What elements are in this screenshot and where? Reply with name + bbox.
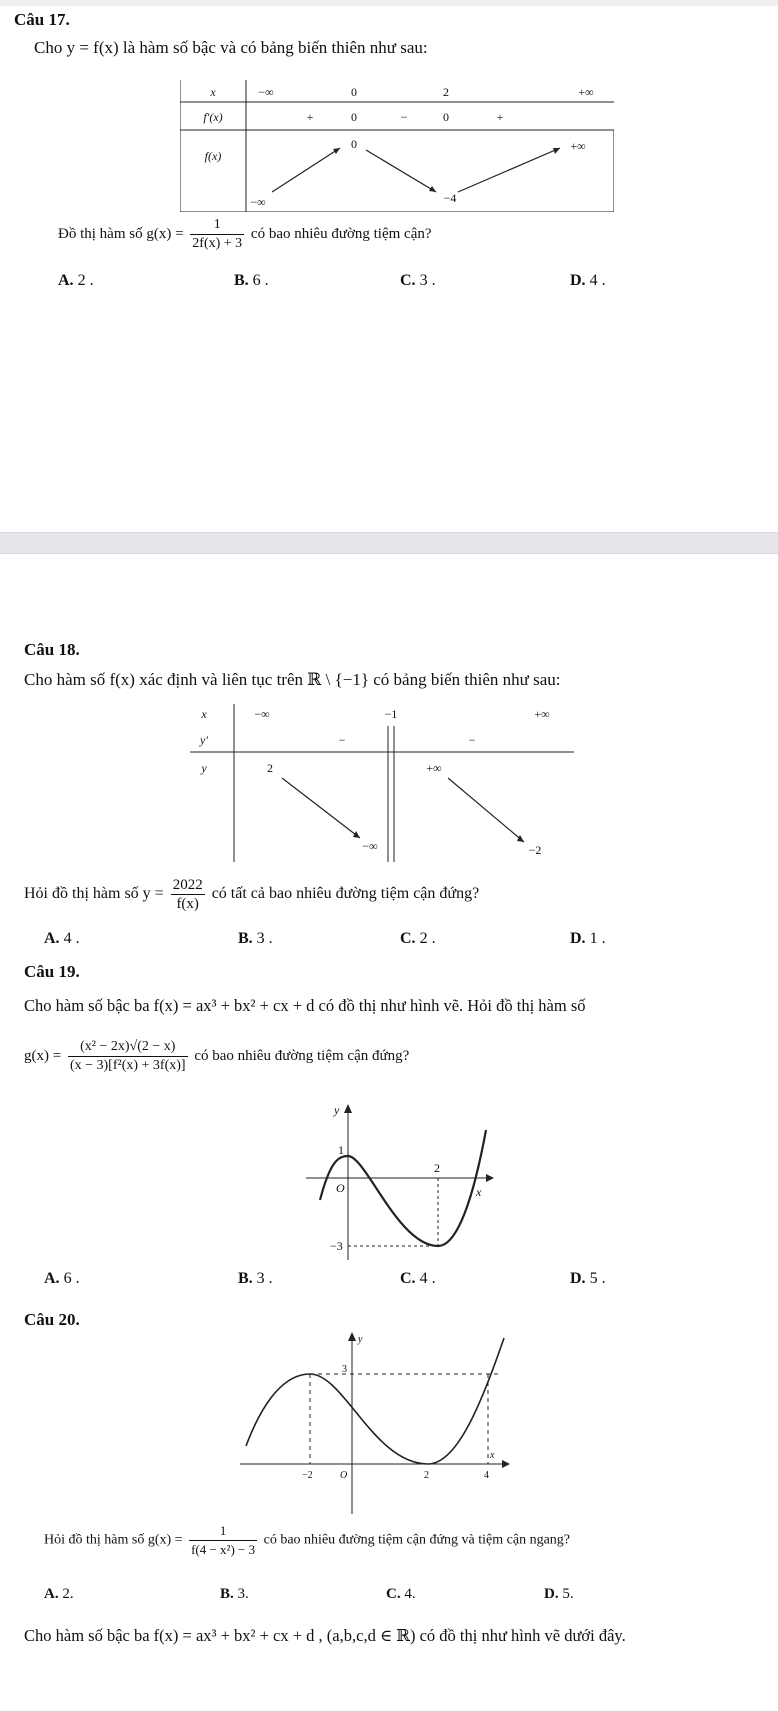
q20-option-a[interactable] [44,1586,74,1603]
q17-row-x: x [210,85,216,99]
q17-x-minf: −∞ [258,85,274,99]
q17-x-pinf: +∞ [578,85,594,99]
q20-question-post: có bao nhiêu đường tiệm cận đứng và tiệm cận ngang? [263,1532,570,1548]
q18-row-y: y [201,761,207,775]
q19-tick-m3: −3 [330,1239,343,1253]
q17-sign-1: + [306,110,314,124]
q20-option-c-key: C. [386,1586,401,1602]
q17-option-d-text: 4 . [589,272,606,289]
q18-label: Câu 18. [24,640,80,659]
q19-frac-den: (x − 3)[f²(x) + 3f(x)] [69,1058,186,1073]
q17-label: Câu 17. [14,10,70,29]
q18-question-post: có tất cả bao nhiêu đường tiệm cận đứng? [211,885,480,903]
q19-option-b[interactable] [238,1270,273,1288]
footer-text: Cho hàm số bậc ba f(x) = ax³ + bx² + cx + d , (a,b,c,d ∈ ℝ) có đồ thị như hình vẽ dưới đây. [24,1626,626,1645]
q19-tick-1: 1 [338,1143,344,1157]
q20-option-d-key: D. [544,1586,559,1602]
q19-option-d[interactable] [570,1270,606,1288]
q19-label: Câu 19. [24,962,80,981]
q18-stem: Cho hàm số f(x) xác định và liên tục trên ℝ \ {−1} có bảng biến thiên như sau: [24,670,561,689]
q18-option-b-key: B. [238,930,253,947]
q20-option-d-text: 5. [562,1586,574,1602]
q18-y-pinf: +∞ [426,761,442,775]
q17-y-pinf: +∞ [570,139,586,153]
q17-option-d-key: D. [570,272,586,289]
q17-x-0: 0 [351,85,357,99]
q20-option-d[interactable] [544,1586,574,1603]
q18-sign-1: − [338,733,346,747]
q18-sign-2: − [468,733,476,747]
q18-question [24,876,479,913]
q20-question [44,1522,570,1559]
q18-x-minf: −∞ [254,707,270,721]
q18-option-c-text: 2 . [419,930,436,947]
q18-option-a-text: 4 . [63,930,80,947]
q19-option-a-text: 6 . [63,1270,80,1287]
q19-option-c[interactable] [400,1270,436,1288]
q17-question-pre: Đồ thị hàm số g(x) = [58,225,184,242]
q17-question-post: có bao nhiêu đường tiệm cận? [250,225,432,242]
q19-option-c-key: C. [400,1270,416,1287]
q20-option-a-text: 2. [62,1586,74,1602]
q17-frac-num: 1 [190,216,244,235]
q20-tick-3: 3 [342,1364,347,1375]
q18-option-a[interactable] [44,930,80,948]
q17-option-a-text: 2 . [77,272,94,289]
q20-x-arrow [502,1460,510,1468]
q20-cubic-curve [246,1338,504,1464]
q19-origin: O [336,1181,345,1195]
q18-option-b-text: 3 . [256,930,273,947]
q19-option-b-key: B. [238,1270,253,1287]
q20-tick-2: 2 [424,1470,429,1481]
q17-option-b-text: 6 . [252,272,269,289]
q19-question-pre: g(x) = [24,1047,62,1064]
q17-option-a-key: A. [58,272,74,289]
q20-x-label: x [490,1450,495,1461]
q19-option-b-text: 3 . [256,1270,273,1287]
q18-x-m1: −1 [384,707,398,721]
q19-option-c-text: 4 . [419,1270,436,1287]
top-divider [0,0,778,6]
q17-y-max: 0 [351,137,357,151]
q20-y-label: y [358,1334,363,1345]
q17-sign-zero-2: 0 [443,110,449,124]
q17-row-y: f(x) [204,149,222,163]
q17-option-b[interactable] [234,272,269,290]
q17-option-a[interactable] [58,272,94,290]
q17-y-minf: −∞ [250,195,266,209]
q18-y-m2: −2 [528,843,542,857]
q19-stem: Cho hàm số bậc ba f(x) = ax³ + bx² + cx + d có đồ thị như hình vẽ. Hỏi đồ thị hàm số [24,996,586,1015]
q17-arrow-up-2 [458,148,560,192]
q17-sign-3: + [496,110,504,124]
q19-graph [300,1104,500,1264]
q19-tick-2: 2 [434,1161,440,1175]
page-separator [0,532,778,554]
q19-question-post: có bao nhiêu đường tiệm cận đứng? [194,1047,410,1064]
q17-y-min: −4 [443,191,457,205]
q20-tick-m2: −2 [302,1470,313,1481]
q19-option-a[interactable] [44,1270,80,1288]
q18-option-d-text: 1 . [589,930,606,947]
q18-arrow-down-2 [448,778,524,842]
q17-row-dy: f′(x) [203,110,223,124]
q18-arrow-down-1 [282,778,360,838]
q20-frac-num: 1 [189,1522,257,1541]
q18-option-a-key: A. [44,930,60,947]
q18-y-minf: −∞ [362,839,378,853]
q18-question-pre: Hỏi đồ thị hàm số y = [24,885,164,903]
q18-row-dy: y′ [200,733,208,747]
q17-arrow-up-1 [272,148,340,192]
q19-cubic-curve [320,1130,486,1246]
q19-fraction [68,1038,188,1075]
q17-fraction [190,216,244,253]
q17-sign-zero-1: 0 [351,110,357,124]
q19-x-label: x [476,1185,482,1199]
q20-option-b-key: B. [220,1586,234,1602]
q18-frac-den: f(x) [176,896,199,912]
q18-frac-num: 2022 [172,877,203,893]
q17-arrow-down [366,150,436,192]
q18-option-b[interactable] [238,930,273,948]
q20-frac-den: f(4 − x²) − 3 [191,1542,256,1557]
q18-y-2: 2 [267,761,273,775]
q20-option-b[interactable] [220,1586,249,1603]
q17-option-b-key: B. [234,272,249,289]
q17-option-d[interactable] [570,272,606,290]
q18-option-d[interactable] [570,930,606,948]
q20-origin: O [340,1470,348,1481]
q17-variation-table [180,80,614,212]
q18-row-x: x [201,707,207,721]
q19-y-arrow [344,1104,352,1113]
q18-variation-table [190,704,574,862]
q18-x-pinf: +∞ [534,707,550,721]
q17-question [58,216,432,253]
q20-fraction [189,1522,257,1559]
q20-option-a-key: A. [44,1586,59,1602]
q20-graph [234,1328,514,1518]
q17-sign-2: − [400,110,408,124]
q18-option-c-key: C. [400,930,416,947]
q17-x-2: 2 [443,85,449,99]
q19-y-label: y [334,1104,340,1117]
q19-question [24,1038,409,1075]
q19-frac-num: (x² − 2x)√(2 − x) [68,1038,188,1057]
q17-option-c[interactable] [400,272,436,290]
q17-frac-den: 2f(x) + 3 [192,236,243,251]
q18-option-d-key: D. [570,930,586,947]
q19-option-d-key: D. [570,1270,586,1287]
q20-y-arrow [348,1332,356,1341]
q20-tick-4: 4 [484,1470,489,1481]
q17-option-c-key: C. [400,272,416,289]
q20-question-pre: Hỏi đồ thị hàm số g(x) = [44,1532,183,1548]
q19-option-a-key: A. [44,1270,60,1287]
q17-option-c-text: 3 . [419,272,436,289]
q20-option-c[interactable] [386,1586,416,1603]
q20-option-b-text: 3. [237,1586,249,1602]
q17-stem: Cho y = f(x) là hàm số bậc và có bảng biến thiên như sau: [34,38,428,57]
q20-label: Câu 20. [24,1310,80,1329]
q19-x-arrow [486,1174,494,1182]
q18-option-c[interactable] [400,930,436,948]
q18-fraction [171,876,205,913]
q19-option-d-text: 5 . [589,1270,606,1287]
q20-option-c-text: 4. [404,1586,416,1602]
